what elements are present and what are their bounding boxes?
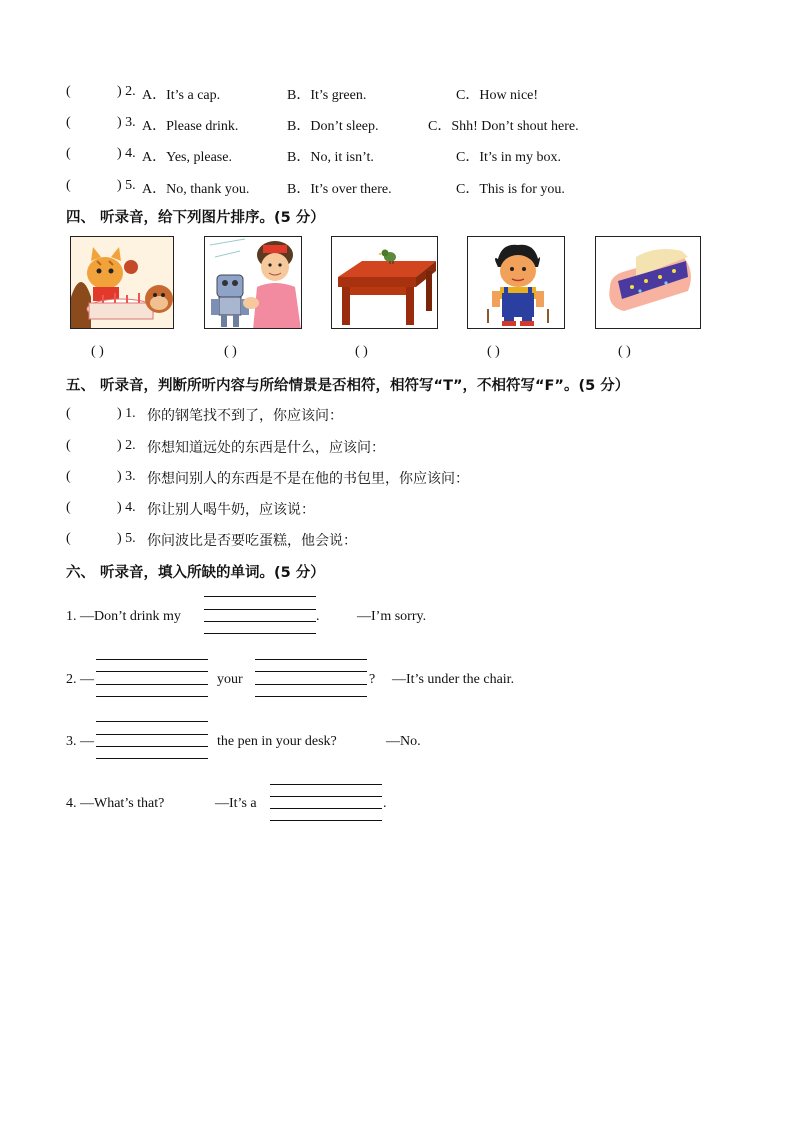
answer-line: [255, 696, 367, 697]
question-number: ) 2.: [117, 84, 136, 99]
answer-line: [96, 671, 208, 672]
question-number: ) 4.: [117, 146, 136, 161]
item-number: ) 4.: [117, 500, 136, 515]
answer-line: [255, 671, 367, 672]
fill-q4-prefix: 4. —What’s that?: [66, 796, 165, 811]
item-text: 你想知道远处的东西是什么，应该问：: [147, 440, 385, 456]
option-a: A．It’s a cap.: [142, 88, 221, 103]
fill-q2-middle: your: [217, 672, 243, 687]
fill-q3-reply: —No.: [386, 734, 421, 749]
option-c: C．How nice!: [456, 88, 539, 103]
item-text: 你让别人喝牛奶，应该说：: [147, 502, 315, 518]
answer-line: [270, 796, 382, 797]
item-number: ) 1.: [117, 406, 136, 421]
answer-line: [255, 684, 367, 685]
answer-line: [96, 659, 208, 660]
answer-line: [204, 621, 316, 622]
open-paren: (: [66, 146, 71, 161]
item-number: ) 2.: [117, 438, 136, 453]
fill-q1-prefix: 1. —Don’t drink my: [66, 609, 181, 624]
answer-line: [255, 659, 367, 660]
section6-title: 六、 听录音，填入所缺的单词。(5 分）: [66, 565, 325, 581]
option-b: B．It’s green.: [287, 88, 367, 103]
answer-paren: ( ): [618, 344, 631, 359]
open-paren: (: [66, 406, 71, 421]
answer-line: [270, 784, 382, 785]
question-number: ) 3.: [117, 115, 136, 130]
open-paren: (: [66, 178, 71, 193]
boy-in-overalls-icon: [467, 236, 565, 329]
answer-paren: ( ): [91, 344, 104, 359]
open-paren: (: [66, 438, 71, 453]
option-b: B．No, it isn’t.: [287, 150, 374, 165]
fill-q4-middle: —It’s a: [215, 796, 257, 811]
answer-line: [96, 758, 208, 759]
section5-title: 五、 听录音，判断所听内容与所给情景是否相符，相符写“T”，不相符写“F”。(5 分）: [66, 378, 630, 394]
boy-with-robot-icon: [204, 236, 302, 329]
fill-q2-reply: —It’s under the chair.: [392, 672, 515, 687]
open-paren: (: [66, 500, 71, 515]
item-text: 你想问别人的东西是不是在他的书包里，你应该问：: [147, 471, 469, 487]
answer-line: [204, 596, 316, 597]
fill-q3-prefix: 3. —: [66, 734, 94, 749]
eraser-icon: [595, 236, 701, 329]
answer-line: [204, 609, 316, 610]
fill-q2-suffix: ?: [369, 672, 376, 687]
item-number: ) 3.: [117, 469, 136, 484]
section4-title: 四、 听录音，给下列图片排序。(5 分）: [66, 210, 325, 226]
table-with-bird-icon: [331, 236, 438, 329]
fill-q3-middle: the pen in your desk?: [217, 734, 337, 749]
option-c: C．This is for you.: [456, 182, 565, 197]
fill-q4-suffix: .: [383, 796, 387, 811]
answer-paren: ( ): [224, 344, 237, 359]
option-a: A．Yes, please.: [142, 150, 232, 165]
option-b: B．Don’t sleep.: [287, 119, 379, 134]
answer-paren: ( ): [487, 344, 500, 359]
open-paren: (: [66, 115, 71, 130]
open-paren: (: [66, 531, 71, 546]
fill-q1-suffix: .: [316, 609, 320, 624]
answer-line: [270, 820, 382, 821]
item-text: 你问波比是否要吃蛋糕，他会说：: [147, 533, 357, 549]
answer-line: [96, 721, 208, 722]
answer-paren: ( ): [355, 344, 368, 359]
fill-q1-reply: —I’m sorry.: [357, 609, 427, 624]
item-number: ) 5.: [117, 531, 136, 546]
answer-line: [96, 684, 208, 685]
option-c: C．Shh! Don’t shout here.: [428, 119, 579, 134]
answer-line: [96, 734, 208, 735]
option-a: A．No, thank you.: [142, 182, 250, 197]
answer-line: [96, 746, 208, 747]
option-b: B．It’s over there.: [287, 182, 392, 197]
open-paren: (: [66, 469, 71, 484]
open-paren: (: [66, 84, 71, 99]
option-c: C．It’s in my box.: [456, 150, 562, 165]
question-number: ) 5.: [117, 178, 136, 193]
answer-line: [270, 808, 382, 809]
fill-q2-prefix: 2. —: [66, 672, 94, 687]
item-text: 你的钢笔找不到了，你应该问：: [147, 408, 343, 424]
option-a: A．Please drink.: [142, 119, 239, 134]
answer-line: [96, 696, 208, 697]
cat-birthday-cake-icon: [70, 236, 174, 329]
answer-line: [204, 633, 316, 634]
